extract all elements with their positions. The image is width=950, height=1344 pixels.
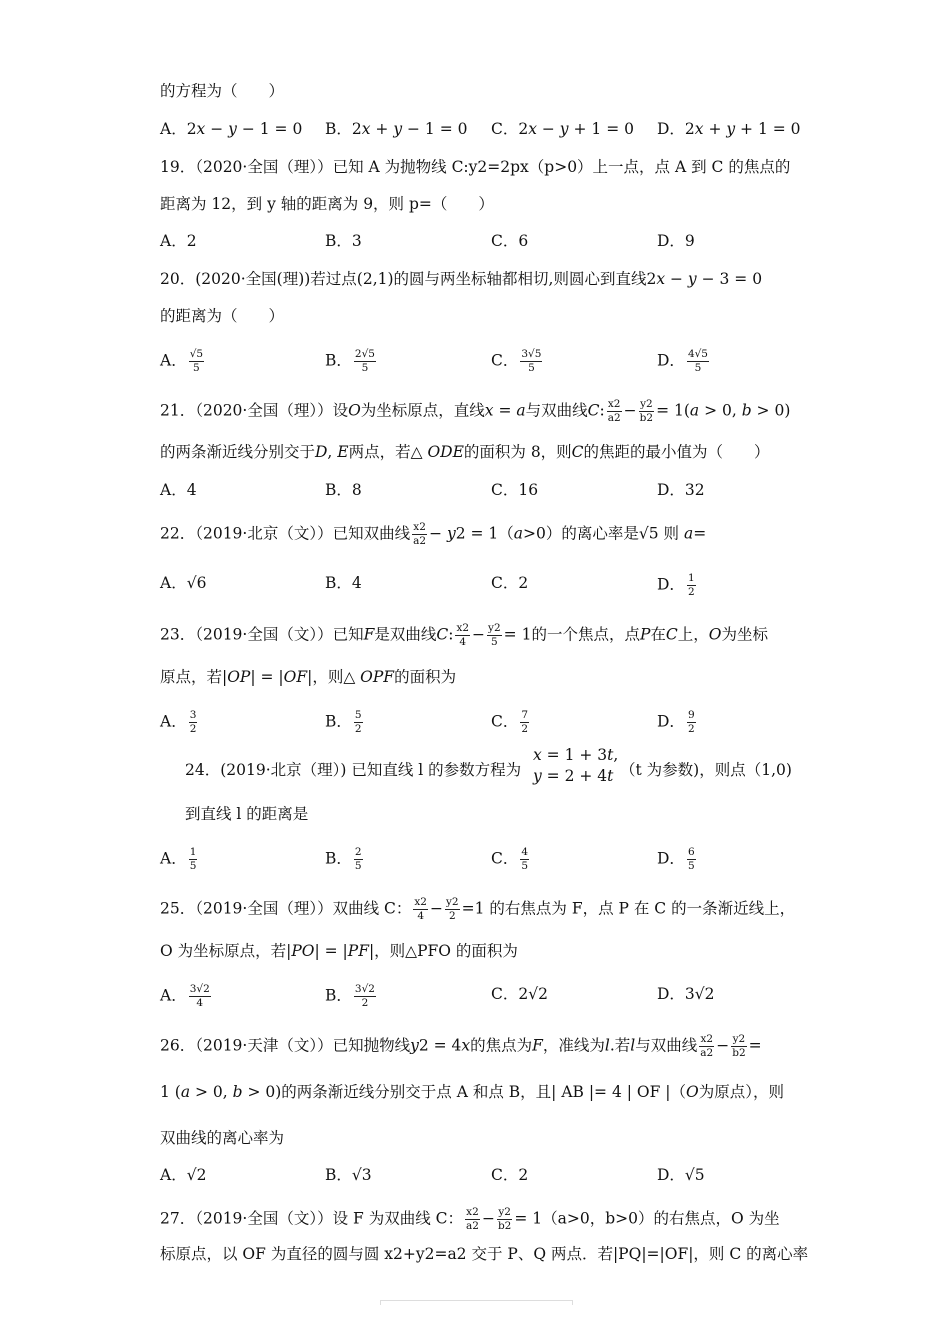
question-18-tail: 的方程为（ ） bbox=[160, 82, 285, 100]
option-b: B．3 bbox=[325, 232, 362, 250]
question-26-line3: 双曲线的离心率为 bbox=[160, 1129, 285, 1147]
option-d: D．3√2 bbox=[657, 985, 715, 1003]
option-c: C． $\frac{7}{2}$ bbox=[491, 709, 529, 735]
question-25-line1: 25．（2019·全国（理））双曲线 C： $\frac{x2}{4}$ − $\frac{y2}{2}$ =1 的右焦点为 F，点 P 在 C 的一条渐近线上， bbox=[160, 896, 796, 922]
question-23-line2: 原点，若|𝑂𝑃| = |𝑂𝐹|，则△ 𝑂𝑃𝐹的面积为 bbox=[160, 668, 457, 686]
option-b: B． $\frac{2}{5}$ bbox=[325, 846, 362, 872]
option-b: B． $\frac{3√2}{2}$ bbox=[325, 983, 375, 1009]
option-a: A． $\frac{3}{2}$ bbox=[160, 709, 197, 735]
option-d: D． $\frac{1}{2}$ bbox=[657, 572, 695, 598]
option-d: D．√5 bbox=[657, 1166, 705, 1184]
option-a: A． $\frac{√5}{5}$ bbox=[160, 348, 204, 374]
option-b: B． $\frac{5}{2}$ bbox=[325, 709, 362, 735]
option-c: C． $\frac{3√5}{5}$ bbox=[491, 348, 542, 374]
page-footer-divider bbox=[380, 1300, 573, 1305]
question-27-line2: 标原点，以 OF 为直径的圆与圆 x2+y2=a2 交于 P、Q 两点．若|PQ|=|OF|，则 C 的离心率 bbox=[160, 1245, 809, 1263]
question-25-line2: O 为坐标原点，若|𝑃𝑂| = |𝑃𝐹|，则△PFO 的面积为 bbox=[160, 942, 518, 960]
option-d: D． $\frac{9}{2}$ bbox=[657, 709, 695, 735]
question-20-line1: 20．(2020·全国(理))若过点(2,1)的圆与两坐标轴都相切,则圆心到直线2𝑥 − 𝑦 − 3 = 0 bbox=[160, 270, 763, 288]
option-b: B． $\frac{2√5}{5}$ bbox=[325, 348, 375, 374]
option-c: C．2√2 bbox=[491, 985, 548, 1003]
option-a: A．2𝑥 − 𝑦 − 1 = 0 bbox=[160, 120, 303, 138]
option-b: B．8 bbox=[325, 481, 362, 499]
option-c: C．2𝑥 − 𝑦 + 1 = 0 bbox=[491, 120, 634, 138]
question-22-line: 22．（2019·北京（文））已知双曲线 $\frac{x2}{a2}$ − 𝑦2 = 1（𝑎>0）的离心率是√5 则 𝑎= bbox=[160, 521, 707, 547]
question-24-line1-tail: （t 为参数)，则点（1,0) bbox=[620, 761, 792, 779]
question-26-line2: 1 (𝑎 > 0, 𝑏 > 0)的两条渐近线分别交于点 A 和点 B，且| AB |= 4 | OF |（𝑂为原点），则 bbox=[160, 1083, 784, 1101]
option-a: A．4 bbox=[160, 481, 197, 499]
option-d: D．32 bbox=[657, 481, 705, 499]
option-c: C．2 bbox=[491, 1166, 529, 1184]
option-c: C．16 bbox=[491, 481, 539, 499]
option-a: A． $\frac{3√2}{4}$ bbox=[160, 983, 210, 1009]
question-21-line1: 21．（2020·全国（理））设𝑂为坐标原点，直线𝑥 = 𝑎与双曲线𝐶: $\frac{x2}{a2}$ − $\frac{y2}{b2}$ = 1(𝑎 > 0, 𝑏 > 0) bbox=[160, 398, 791, 424]
question-27-line1: 27．（2019·全国（文））设 F 为双曲线 C： $\frac{x2}{a2}$ − $\frac{y2}{b2}$ = 1（a>0，b>0）的右焦点，O 为坐 bbox=[160, 1206, 780, 1232]
question-24-equation-system: 𝑥 = 1 + 3𝑡, 𝑦 = 2 + 4𝑡 bbox=[533, 746, 619, 785]
option-d: D．2𝑥 + 𝑦 + 1 = 0 bbox=[657, 120, 801, 138]
question-19-line1: 19．（2020·全国（理））已知 A 为抛物线 C:y2=2px（p>0）上一点，点 A 到 C 的焦点的 bbox=[160, 158, 791, 176]
question-20-line2: 的距离为（ ） bbox=[160, 307, 285, 325]
option-b: B．2𝑥 + 𝑦 − 1 = 0 bbox=[325, 120, 468, 138]
option-c: C．2 bbox=[491, 574, 529, 592]
question-19-line2: 距离为 12，到 y 轴的距离为 9，则 p=（ ） bbox=[160, 195, 494, 213]
option-c: C． $\frac{4}{5}$ bbox=[491, 846, 529, 872]
option-b: B．4 bbox=[325, 574, 362, 592]
option-d: D．9 bbox=[657, 232, 695, 250]
question-21-line2: 的两条渐近线分别交于𝐷, 𝐸两点，若△ 𝑂𝐷𝐸的面积为 8，则𝐶的焦距的最小值为（ ） bbox=[160, 443, 770, 461]
question-26-line1: 26．（2019·天津（文））已知抛物线𝑦2 = 4𝑥的焦点为𝐹，准线为𝑙.若𝑙与双曲线 $\frac{x2}{a2}$ − $\frac{y2}{b2}$ = bbox=[160, 1033, 762, 1059]
question-23-line1: 23．（2019·全国（文））已知𝐹是双曲线𝐶: $\frac{x2}{4}$ − $\frac{y2}{5}$ = 1的一个焦点，点𝑃在𝐶上，𝑂为坐标 bbox=[160, 622, 768, 648]
option-c: C．6 bbox=[491, 232, 529, 250]
question-24-line2: 到直线 l 的距离是 bbox=[185, 805, 309, 823]
option-b: B．√3 bbox=[325, 1166, 372, 1184]
question-24-line1: 24．(2019·北京（理）) 已知直线 l 的参数方程为 bbox=[185, 761, 522, 779]
option-a: A．√6 bbox=[160, 574, 207, 592]
option-a: A． $\frac{1}{5}$ bbox=[160, 846, 197, 872]
option-a: A．√2 bbox=[160, 1166, 207, 1184]
option-d: D． $\frac{4√5}{5}$ bbox=[657, 348, 708, 374]
option-d: D． $\frac{6}{5}$ bbox=[657, 846, 695, 872]
option-a: A．2 bbox=[160, 232, 197, 250]
